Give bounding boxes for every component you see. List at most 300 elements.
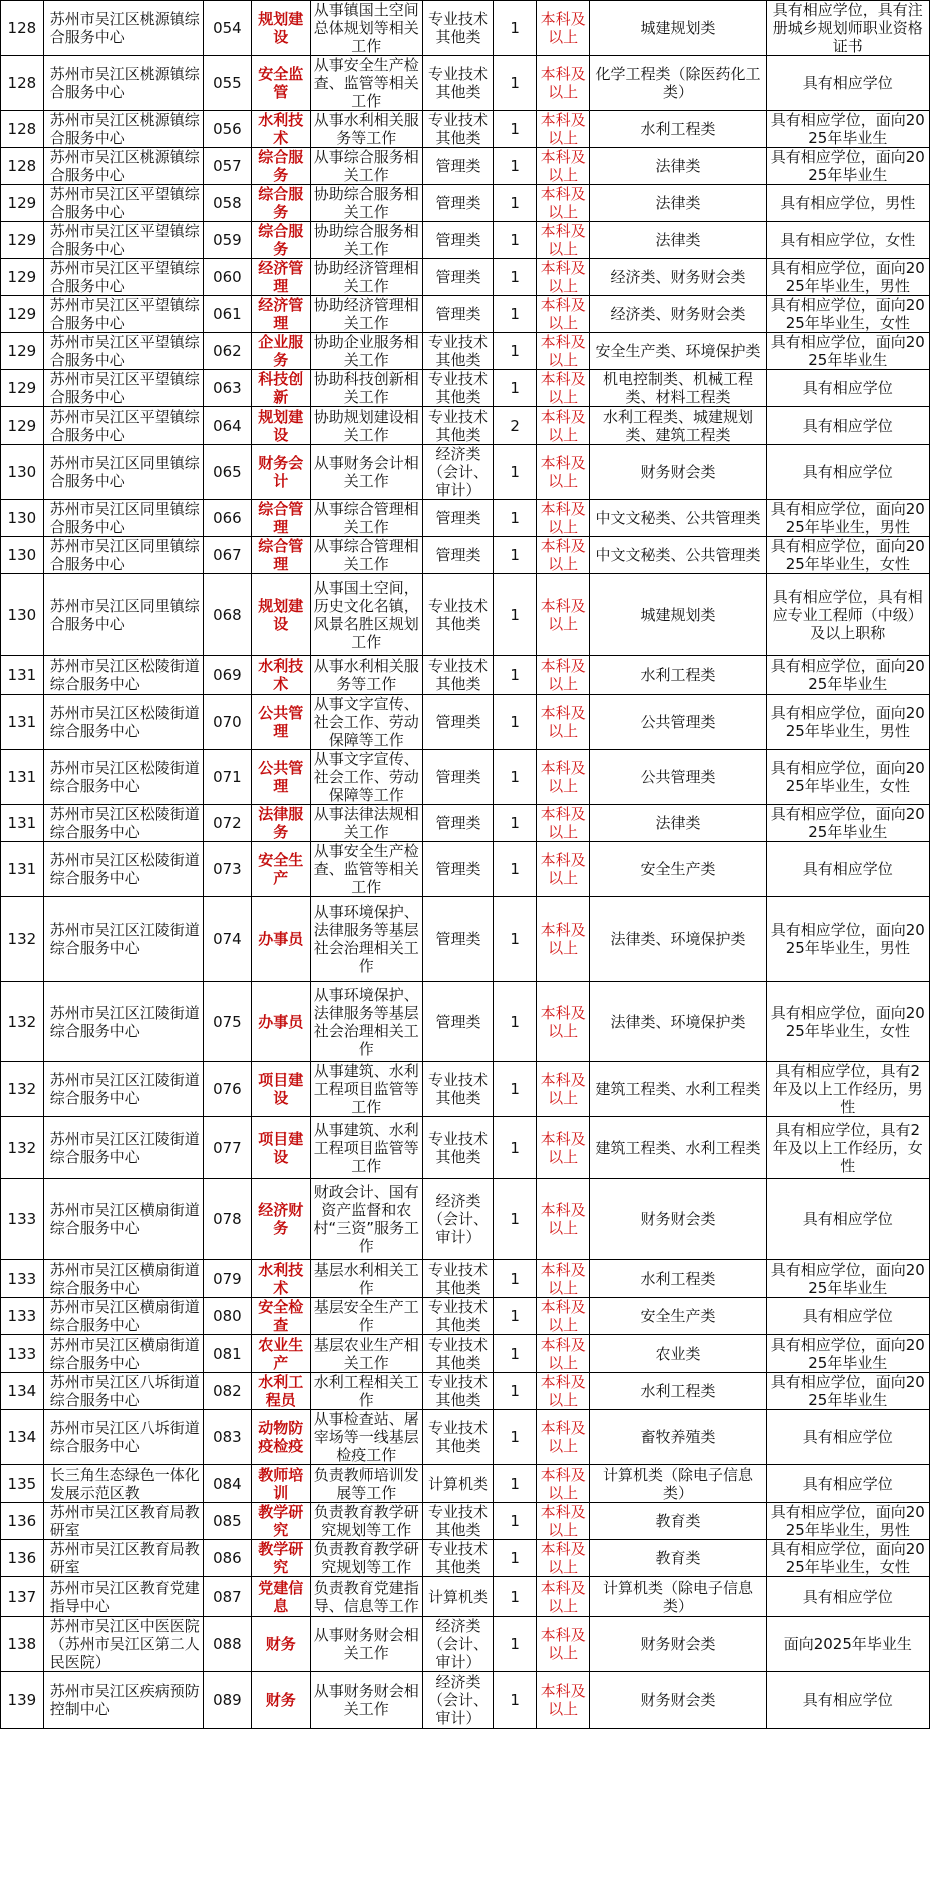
cell-education: 本科及以上 <box>536 1260 589 1298</box>
cell-post-type: 专业技术其他类 <box>422 1298 494 1335</box>
cell-education: 本科及以上 <box>536 1062 589 1117</box>
cell-post-name: 公共管理 <box>251 695 310 750</box>
cell-duty: 从事法律法规相关工作 <box>310 805 422 842</box>
cell-unit-id: 130 <box>1 500 44 537</box>
cell-requirements: 具有相应学位，面向2025年毕业生 <box>766 1260 929 1298</box>
cell-post-name: 教师培训 <box>251 1465 310 1503</box>
cell-post-code: 075 <box>203 982 251 1062</box>
cell-requirements: 具有相应学位 <box>766 1465 929 1503</box>
cell-unit-id: 131 <box>1 695 44 750</box>
cell-major: 畜牧养殖类 <box>590 1410 766 1465</box>
table-row <box>1 1540 930 1577</box>
cell-post-type: 计算机类 <box>422 1465 494 1503</box>
cell-duty: 从事综合服务相关工作 <box>310 148 422 185</box>
cell-post-type: 专业技术其他类 <box>422 1540 494 1577</box>
cell-headcount: 1 <box>494 1 537 56</box>
cell-requirements: 具有相应学位，具有2年及以上工作经历，女性 <box>766 1117 929 1179</box>
cell-unit-id: 131 <box>1 656 44 695</box>
cell-major: 机电控制类、机械工程类、材料工程类 <box>590 370 766 407</box>
cell-unit-name: 苏州市吴江区桃源镇综合服务中心 <box>43 56 203 111</box>
cell-headcount: 1 <box>494 1335 537 1373</box>
table-row <box>1 656 930 695</box>
cell-requirements: 具有相应学位 <box>766 1298 929 1335</box>
cell-post-name: 安全监管 <box>251 56 310 111</box>
cell-unit-id: 129 <box>1 296 44 333</box>
cell-requirements: 具有相应学位，具有相应专业工程师（中级）及以上职称 <box>766 574 929 656</box>
cell-post-type: 专业技术其他类 <box>422 333 494 370</box>
cell-unit-id: 130 <box>1 445 44 500</box>
cell-headcount: 1 <box>494 1617 537 1672</box>
cell-duty: 从事安全生产检查、监管等相关工作 <box>310 842 422 897</box>
cell-post-name: 规划建设 <box>251 407 310 445</box>
cell-requirements: 具有相应学位 <box>766 1577 929 1617</box>
cell-major: 水利工程类、城建规划类、建筑工程类 <box>590 407 766 445</box>
cell-education: 本科及以上 <box>536 537 589 574</box>
cell-major: 城建规划类 <box>590 574 766 656</box>
cell-headcount: 1 <box>494 574 537 656</box>
table-row <box>1 1410 930 1465</box>
cell-education: 本科及以上 <box>536 574 589 656</box>
cell-major: 法律类、环境保护类 <box>590 982 766 1062</box>
cell-major: 教育类 <box>590 1540 766 1577</box>
cell-major: 计算机类（除电子信息类） <box>590 1577 766 1617</box>
cell-headcount: 1 <box>494 1062 537 1117</box>
cell-unit-name: 苏州市吴江区桃源镇综合服务中心 <box>43 111 203 148</box>
table-row <box>1 897 930 982</box>
cell-requirements: 具有相应学位，面向2025年毕业生，女性 <box>766 296 929 333</box>
cell-education: 本科及以上 <box>536 750 589 805</box>
cell-duty: 从事镇国土空间总体规划等相关工作 <box>310 1 422 56</box>
cell-post-code: 083 <box>203 1410 251 1465</box>
cell-duty: 从事国土空间，历史文化名镇，风景名胜区规划工作 <box>310 574 422 656</box>
cell-post-code: 072 <box>203 805 251 842</box>
table-row <box>1 1465 930 1503</box>
cell-post-name: 安全生产 <box>251 842 310 897</box>
cell-requirements: 具有相应学位，面向2025年毕业生 <box>766 333 929 370</box>
cell-duty: 从事财务会计相关工作 <box>310 445 422 500</box>
cell-post-type: 计算机类 <box>422 1577 494 1617</box>
cell-major: 法律类 <box>590 185 766 222</box>
cell-post-name: 财务会计 <box>251 445 310 500</box>
cell-headcount: 1 <box>494 1179 537 1260</box>
cell-duty: 协助企业服务相关工作 <box>310 333 422 370</box>
table-row <box>1 842 930 897</box>
cell-requirements: 具有相应学位，面向2025年毕业生 <box>766 111 929 148</box>
cell-post-name: 财务 <box>251 1672 310 1729</box>
cell-duty: 从事环境保护、法律服务等基层社会治理相关工作 <box>310 897 422 982</box>
table-row <box>1 1672 930 1729</box>
cell-education: 本科及以上 <box>536 148 589 185</box>
cell-headcount: 1 <box>494 656 537 695</box>
table-row <box>1 982 930 1062</box>
cell-major: 法律类、环境保护类 <box>590 897 766 982</box>
cell-post-code: 064 <box>203 407 251 445</box>
cell-requirements: 具有相应学位 <box>766 842 929 897</box>
cell-major: 中文文秘类、公共管理类 <box>590 537 766 574</box>
cell-unit-name: 苏州市吴江区平望镇综合服务中心 <box>43 259 203 296</box>
table-row <box>1 537 930 574</box>
cell-post-name: 科技创新 <box>251 370 310 407</box>
cell-post-code: 056 <box>203 111 251 148</box>
table-row <box>1 407 930 445</box>
cell-major: 中文文秘类、公共管理类 <box>590 500 766 537</box>
cell-duty: 从事建筑、水利工程项目监管等工作 <box>310 1117 422 1179</box>
table-row <box>1 1335 930 1373</box>
cell-duty: 协助经济管理相关工作 <box>310 296 422 333</box>
cell-education: 本科及以上 <box>536 842 589 897</box>
cell-requirements: 面向2025年毕业生 <box>766 1617 929 1672</box>
cell-duty: 协助综合服务相关工作 <box>310 185 422 222</box>
cell-headcount: 1 <box>494 111 537 148</box>
cell-unit-id: 137 <box>1 1577 44 1617</box>
cell-unit-name: 苏州市吴江区平望镇综合服务中心 <box>43 296 203 333</box>
cell-post-type: 专业技术其他类 <box>422 111 494 148</box>
cell-major: 农业类 <box>590 1335 766 1373</box>
cell-unit-name: 苏州市吴江区横扇街道综合服务中心 <box>43 1298 203 1335</box>
cell-requirements: 具有相应学位，面向2025年毕业生 <box>766 148 929 185</box>
cell-duty: 从事文字宣传、社会工作、劳动保障等工作 <box>310 750 422 805</box>
cell-unit-name: 苏州市吴江区中医医院（苏州市吴江区第二人民医院） <box>43 1617 203 1672</box>
cell-post-type: 管理类 <box>422 750 494 805</box>
cell-education: 本科及以上 <box>536 1410 589 1465</box>
cell-post-type: 经济类（会计、审计） <box>422 1179 494 1260</box>
cell-duty: 基层安全生产工作 <box>310 1298 422 1335</box>
cell-unit-name: 苏州市吴江区桃源镇综合服务中心 <box>43 1 203 56</box>
cell-major: 教育类 <box>590 1503 766 1540</box>
cell-unit-name: 苏州市吴江区松陵街道综合服务中心 <box>43 805 203 842</box>
cell-headcount: 1 <box>494 333 537 370</box>
cell-requirements: 具有相应学位，面向2025年毕业生，女性 <box>766 1540 929 1577</box>
cell-post-name: 经济财务 <box>251 1179 310 1260</box>
cell-post-name: 项目建设 <box>251 1117 310 1179</box>
cell-unit-id: 136 <box>1 1540 44 1577</box>
cell-headcount: 1 <box>494 296 537 333</box>
cell-headcount: 1 <box>494 1298 537 1335</box>
cell-unit-id: 133 <box>1 1298 44 1335</box>
cell-post-name: 规划建设 <box>251 1 310 56</box>
table-row <box>1 1503 930 1540</box>
cell-duty: 从事建筑、水利工程项目监管等工作 <box>310 1062 422 1117</box>
cell-post-code: 088 <box>203 1617 251 1672</box>
cell-post-code: 076 <box>203 1062 251 1117</box>
cell-education: 本科及以上 <box>536 1465 589 1503</box>
cell-requirements: 具有相应学位 <box>766 1179 929 1260</box>
cell-post-type: 管理类 <box>422 148 494 185</box>
cell-post-code: 078 <box>203 1179 251 1260</box>
cell-post-code: 062 <box>203 333 251 370</box>
cell-unit-id: 131 <box>1 750 44 805</box>
cell-post-type: 专业技术其他类 <box>422 1373 494 1410</box>
cell-duty: 从事财务财会相关工作 <box>310 1672 422 1729</box>
cell-post-name: 综合服务 <box>251 222 310 259</box>
cell-major: 财务财会类 <box>590 445 766 500</box>
cell-major: 法律类 <box>590 148 766 185</box>
table-row <box>1 500 930 537</box>
cell-requirements: 具有相应学位，面向2025年毕业生，男性 <box>766 695 929 750</box>
cell-duty: 协助规划建设相关工作 <box>310 407 422 445</box>
cell-major: 水利工程类 <box>590 1373 766 1410</box>
table-row <box>1 1 930 56</box>
cell-headcount: 1 <box>494 185 537 222</box>
cell-post-type: 管理类 <box>422 500 494 537</box>
cell-post-type: 专业技术其他类 <box>422 1503 494 1540</box>
cell-headcount: 1 <box>494 1117 537 1179</box>
cell-requirements: 具有相应学位 <box>766 1672 929 1729</box>
cell-unit-name: 苏州市吴江区同里镇综合服务中心 <box>43 537 203 574</box>
cell-post-name: 综合管理 <box>251 537 310 574</box>
cell-education: 本科及以上 <box>536 1540 589 1577</box>
cell-unit-id: 133 <box>1 1179 44 1260</box>
cell-post-code: 087 <box>203 1577 251 1617</box>
cell-unit-id: 129 <box>1 407 44 445</box>
cell-unit-name: 苏州市吴江区平望镇综合服务中心 <box>43 333 203 370</box>
table-row <box>1 1062 930 1117</box>
cell-post-name: 水利技术 <box>251 1260 310 1298</box>
cell-unit-id: 132 <box>1 982 44 1062</box>
cell-major: 水利工程类 <box>590 111 766 148</box>
cell-unit-id: 129 <box>1 222 44 259</box>
cell-unit-name: 苏州市吴江区同里镇综合服务中心 <box>43 500 203 537</box>
cell-education: 本科及以上 <box>536 222 589 259</box>
cell-post-type: 管理类 <box>422 897 494 982</box>
table-row <box>1 259 930 296</box>
cell-post-type: 管理类 <box>422 982 494 1062</box>
cell-post-code: 066 <box>203 500 251 537</box>
cell-major: 水利工程类 <box>590 656 766 695</box>
cell-post-name: 法律服务 <box>251 805 310 842</box>
cell-unit-name: 苏州市吴江区平望镇综合服务中心 <box>43 370 203 407</box>
cell-post-code: 084 <box>203 1465 251 1503</box>
table-row <box>1 148 930 185</box>
cell-post-code: 054 <box>203 1 251 56</box>
cell-education: 本科及以上 <box>536 1298 589 1335</box>
cell-unit-id: 129 <box>1 333 44 370</box>
cell-education: 本科及以上 <box>536 695 589 750</box>
cell-post-name: 规划建设 <box>251 574 310 656</box>
cell-education: 本科及以上 <box>536 407 589 445</box>
cell-post-code: 069 <box>203 656 251 695</box>
cell-post-name: 教学研究 <box>251 1540 310 1577</box>
cell-requirements: 具有相应学位 <box>766 370 929 407</box>
cell-post-name: 经济管理 <box>251 296 310 333</box>
cell-unit-name: 苏州市吴江区横扇街道综合服务中心 <box>43 1179 203 1260</box>
cell-major: 安全生产类、环境保护类 <box>590 333 766 370</box>
cell-requirements: 具有相应学位，面向2025年毕业生，男性 <box>766 259 929 296</box>
cell-unit-id: 136 <box>1 1503 44 1540</box>
cell-education: 本科及以上 <box>536 897 589 982</box>
cell-unit-name: 苏州市吴江区八坼街道综合服务中心 <box>43 1410 203 1465</box>
cell-unit-id: 132 <box>1 1062 44 1117</box>
cell-headcount: 1 <box>494 500 537 537</box>
cell-post-type: 专业技术其他类 <box>422 1117 494 1179</box>
cell-post-type: 专业技术其他类 <box>422 1260 494 1298</box>
cell-post-name: 安全检查 <box>251 1298 310 1335</box>
cell-unit-id: 139 <box>1 1672 44 1729</box>
cell-post-code: 059 <box>203 222 251 259</box>
table-row <box>1 370 930 407</box>
cell-duty: 协助科技创新相关工作 <box>310 370 422 407</box>
cell-post-type: 管理类 <box>422 296 494 333</box>
cell-unit-name: 苏州市吴江区松陵街道综合服务中心 <box>43 656 203 695</box>
cell-education: 本科及以上 <box>536 1672 589 1729</box>
cell-post-name: 教学研究 <box>251 1503 310 1540</box>
cell-education: 本科及以上 <box>536 333 589 370</box>
cell-requirements: 具有相应学位，面向2025年毕业生 <box>766 1335 929 1373</box>
cell-requirements: 具有相应学位，面向2025年毕业生，男性 <box>766 500 929 537</box>
cell-headcount: 1 <box>494 1410 537 1465</box>
cell-unit-id: 128 <box>1 111 44 148</box>
cell-requirements: 具有相应学位，具有注册城乡规划师职业资格证书 <box>766 1 929 56</box>
cell-unit-name: 苏州市吴江区教育党建指导中心 <box>43 1577 203 1617</box>
cell-major: 财务财会类 <box>590 1672 766 1729</box>
cell-requirements: 具有相应学位，女性 <box>766 222 929 259</box>
cell-post-name: 经济管理 <box>251 259 310 296</box>
table-row <box>1 333 930 370</box>
cell-headcount: 1 <box>494 1577 537 1617</box>
cell-post-name: 综合服务 <box>251 148 310 185</box>
cell-headcount: 1 <box>494 1373 537 1410</box>
cell-post-type: 管理类 <box>422 222 494 259</box>
cell-post-code: 067 <box>203 537 251 574</box>
cell-post-type: 专业技术其他类 <box>422 1 494 56</box>
cell-unit-name: 苏州市吴江区同里镇综合服务中心 <box>43 574 203 656</box>
cell-unit-name: 苏州市吴江区江陵街道综合服务中心 <box>43 897 203 982</box>
cell-unit-name: 苏州市吴江区同里镇综合服务中心 <box>43 445 203 500</box>
cell-major: 经济类、财务财会类 <box>590 259 766 296</box>
cell-major: 水利工程类 <box>590 1260 766 1298</box>
cell-education: 本科及以上 <box>536 500 589 537</box>
cell-major: 城建规划类 <box>590 1 766 56</box>
table-row <box>1 445 930 500</box>
cell-post-type: 管理类 <box>422 537 494 574</box>
cell-headcount: 1 <box>494 1503 537 1540</box>
cell-unit-id: 134 <box>1 1410 44 1465</box>
cell-headcount: 1 <box>494 370 537 407</box>
cell-education: 本科及以上 <box>536 1117 589 1179</box>
cell-requirements: 具有相应学位，面向2025年毕业生，男性 <box>766 1503 929 1540</box>
cell-post-name: 水利工程员 <box>251 1373 310 1410</box>
cell-major: 财务财会类 <box>590 1617 766 1672</box>
cell-requirements: 具有相应学位 <box>766 1410 929 1465</box>
table-row <box>1 1298 930 1335</box>
cell-post-code: 077 <box>203 1117 251 1179</box>
cell-duty: 从事财务财会相关工作 <box>310 1617 422 1672</box>
cell-headcount: 1 <box>494 537 537 574</box>
cell-post-code: 055 <box>203 56 251 111</box>
cell-education: 本科及以上 <box>536 1577 589 1617</box>
cell-duty: 负责教育教学研究规划等工作 <box>310 1503 422 1540</box>
cell-unit-id: 132 <box>1 1117 44 1179</box>
table-row <box>1 185 930 222</box>
cell-post-name: 动物防疫检疫 <box>251 1410 310 1465</box>
cell-headcount: 1 <box>494 259 537 296</box>
cell-duty: 从事水利相关服务等工作 <box>310 656 422 695</box>
cell-headcount: 2 <box>494 407 537 445</box>
cell-unit-id: 132 <box>1 897 44 982</box>
cell-post-code: 082 <box>203 1373 251 1410</box>
cell-post-type: 经济类（会计、审计） <box>422 445 494 500</box>
cell-post-code: 063 <box>203 370 251 407</box>
cell-unit-name: 苏州市吴江区八坼街道综合服务中心 <box>43 1373 203 1410</box>
cell-major: 建筑工程类、水利工程类 <box>590 1062 766 1117</box>
cell-duty: 从事环境保护、法律服务等基层社会治理相关工作 <box>310 982 422 1062</box>
cell-headcount: 1 <box>494 1672 537 1729</box>
cell-headcount: 1 <box>494 1540 537 1577</box>
cell-post-type: 经济类（会计、审计） <box>422 1672 494 1729</box>
cell-unit-id: 129 <box>1 259 44 296</box>
cell-education: 本科及以上 <box>536 296 589 333</box>
cell-major: 建筑工程类、水利工程类 <box>590 1117 766 1179</box>
cell-unit-name: 长三角生态绿色一体化发展示范区教 <box>43 1465 203 1503</box>
cell-education: 本科及以上 <box>536 111 589 148</box>
cell-post-name: 综合管理 <box>251 500 310 537</box>
cell-post-code: 086 <box>203 1540 251 1577</box>
cell-unit-id: 130 <box>1 537 44 574</box>
table-row <box>1 296 930 333</box>
table-row <box>1 1117 930 1179</box>
cell-unit-name: 苏州市吴江区平望镇综合服务中心 <box>43 185 203 222</box>
cell-unit-name: 苏州市吴江区疾病预防控制中心 <box>43 1672 203 1729</box>
cell-major: 公共管理类 <box>590 750 766 805</box>
table-row <box>1 222 930 259</box>
cell-post-code: 070 <box>203 695 251 750</box>
cell-education: 本科及以上 <box>536 1335 589 1373</box>
cell-unit-id: 128 <box>1 1 44 56</box>
table-row <box>1 695 930 750</box>
cell-duty: 水利工程相关工作 <box>310 1373 422 1410</box>
cell-unit-name: 苏州市吴江区松陵街道综合服务中心 <box>43 842 203 897</box>
cell-unit-id: 133 <box>1 1260 44 1298</box>
cell-headcount: 1 <box>494 842 537 897</box>
cell-major: 法律类 <box>590 805 766 842</box>
cell-post-code: 074 <box>203 897 251 982</box>
cell-post-name: 办事员 <box>251 897 310 982</box>
cell-unit-name: 苏州市吴江区教育局教研室 <box>43 1503 203 1540</box>
cell-headcount: 1 <box>494 695 537 750</box>
cell-major: 安全生产类 <box>590 842 766 897</box>
cell-post-type: 专业技术其他类 <box>422 1335 494 1373</box>
cell-post-type: 管理类 <box>422 695 494 750</box>
cell-major: 经济类、财务财会类 <box>590 296 766 333</box>
cell-headcount: 1 <box>494 56 537 111</box>
cell-post-type: 专业技术其他类 <box>422 1410 494 1465</box>
cell-requirements: 具有相应学位，面向2025年毕业生，女性 <box>766 982 929 1062</box>
cell-unit-id: 131 <box>1 842 44 897</box>
cell-unit-name: 苏州市吴江区江陵街道综合服务中心 <box>43 1062 203 1117</box>
table-row <box>1 1617 930 1672</box>
cell-requirements: 具有相应学位，男性 <box>766 185 929 222</box>
cell-headcount: 1 <box>494 1260 537 1298</box>
cell-duty: 协助综合服务相关工作 <box>310 222 422 259</box>
table-row <box>1 111 930 148</box>
cell-unit-id: 131 <box>1 805 44 842</box>
cell-education: 本科及以上 <box>536 259 589 296</box>
cell-post-name: 水利技术 <box>251 111 310 148</box>
cell-post-type: 专业技术其他类 <box>422 656 494 695</box>
cell-post-type: 专业技术其他类 <box>422 574 494 656</box>
cell-unit-id: 133 <box>1 1335 44 1373</box>
cell-headcount: 1 <box>494 805 537 842</box>
cell-headcount: 1 <box>494 982 537 1062</box>
cell-duty: 基层农业生产相关工作 <box>310 1335 422 1373</box>
cell-duty: 从事检查站、屠宰场等一线基层检疫工作 <box>310 1410 422 1465</box>
table-row <box>1 750 930 805</box>
cell-requirements: 具有相应学位，面向2025年毕业生，女性 <box>766 537 929 574</box>
cell-post-code: 080 <box>203 1298 251 1335</box>
cell-post-code: 058 <box>203 185 251 222</box>
cell-post-type: 管理类 <box>422 842 494 897</box>
cell-requirements: 具有相应学位，面向2025年毕业生 <box>766 656 929 695</box>
